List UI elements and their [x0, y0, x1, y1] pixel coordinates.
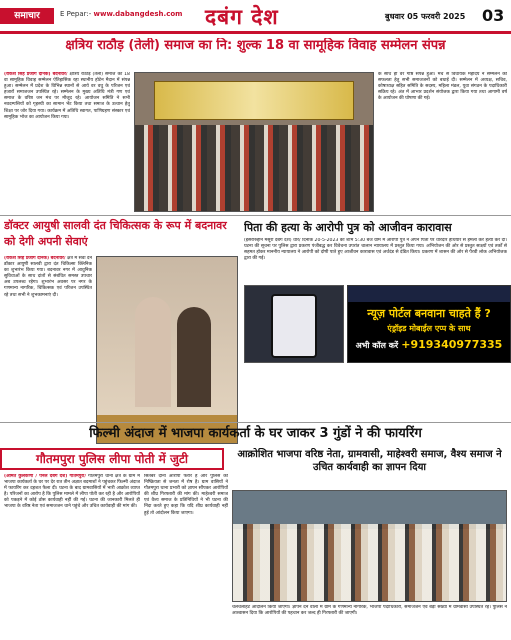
- person-figure: [135, 297, 171, 407]
- story1-text-left: [4, 72, 130, 212]
- story2-photo: [96, 256, 238, 444]
- phone-icon: [271, 294, 317, 358]
- story2-body: क्षेत्र में सेवा देने डॉक्टर आयुषी सालवी द्वारा दंत चिकित्सा क्लिनिक का शुभारंभ किया गया। बदनावर नगर में आधुनिक सुविधाओं के साथ दांतों से संबंधित समस्त उपचार अब उपलब्ध रहेगा। शुभारंभ अवसर पर नगर के गणमान्य नागरिक, चिकित्सक एवं परिजन उपस्थित रहे तथा सभी ने शुभकामनाएं दी।: [4, 256, 92, 298]
- page-number: 03: [482, 6, 505, 25]
- story4-box-headline: गौतमपुरा पुलिस लीपा पोती में जुटी: [0, 448, 224, 470]
- story1-photo: [134, 72, 374, 212]
- story4-text-bottom: चलचलाहट आंदोलन किया जाएगा। ज्ञापन देने वालों में ग्राम के गणमान्य नागरिक, भाजपा पदाधिकारी, समाजजन एवं बड़ी संख्या में ग्रामवासी उपस्थित रहे। पुलिस ने आश्वासन दिया कि आरोपियों की पहचान कर जल्द ही गिरफ्तारी की जाएगी।: [232, 605, 507, 617]
- portal-ad[interactable]: [347, 285, 511, 363]
- story1-headline: क्षत्रिय राठौड़ (तेली) समाज का नि: शुल्क 18 वा सामूहिक विवाह सम्मेलन संपन्न: [65, 38, 446, 53]
- story4-headline: फिल्मी अंदाज में भाजपा कार्यकर्ता के घर जाकर 3 गुंडों ने की फायरिंग: [89, 426, 422, 441]
- divider: [0, 422, 511, 423]
- crowd-image: [233, 524, 506, 601]
- section-tag: समाचार: [0, 8, 54, 24]
- ad-header-bar: [348, 286, 510, 302]
- story4-text-mid: सितंबर दीनों आरोपी फरार है और पुलिस की निष्क्रियता से जनता में रोष है। ग्राम वासियों ने गौतमपुरा थाना प्रभारी को ज्ञापन सौंपकर आरोपियों की शीघ्र गिरफ्तारी की मांग की। माहेश्वरी समाज एवं वैश्य समाज के प्रतिनिधियों ने भी घटना की निंदा करते हुए कहा कि यदि शीघ्र कार्यवाही नहीं हुई तो आंदोलन किया जाएगा।: [144, 474, 228, 516]
- website-link[interactable]: www.dabangdesh.com: [93, 10, 183, 18]
- person-figure: [177, 307, 211, 407]
- story4-sub-headline: आक्रोशित भाजपा वरिष्ठ नेता, ग्रामवासी, माहेश्वरी समाज, वैश्य समाज ने उचित कार्यवाही का ज्ञापन दिया: [237, 449, 502, 473]
- masthead: [0, 0, 511, 34]
- ad-call: [348, 338, 510, 351]
- story1-byline: (राकेश सिंह प्रजाग दैनिक) बदनावर/: [4, 72, 68, 77]
- stage-banner: [154, 81, 354, 120]
- story4-photo: [232, 490, 507, 602]
- ad-body: [348, 302, 510, 363]
- crowd-image: [135, 125, 373, 211]
- story2-byline: (राकेश सिंह प्रजाग दैनिक) बदनावर/: [4, 256, 66, 261]
- story1-body: क्षत्रिय राठौड़ (तेली) समाज का 18 वा सामूहिक विवाह सम्मेलन ऐतिहासिक रहा स्थानीय होटेन मैदान में संपन्न हुआ। सम्मेलन में प्रदेश के विभिन्न स्थानों से आये वर वधु के परिजन एवं हजारों समाजजन उपस्थित रहे। सम्मेलन के मुख्य अतिथि मंत्री गण एवं समाज के वरिष्ठ जन मंच पर मौजूद रहे। आयोजन समिति ने सभी नवदम्पत्तियों को गृहस्थी का सामान भेंट किया तथा समाज के उत्थान हेतु शिक्षा पर जोर दिया गया। कार्यक्रम में अतिथि स्वागत, पाणिग्रहण संस्कार एवं सामूहिक भोज का आयोजन किया गया।: [4, 72, 130, 120]
- issue-date: बुधवार 05 फरवरी 2025: [385, 12, 466, 21]
- story4-text-left: [4, 474, 140, 636]
- ad-line1: न्यूज़ पोर्टल बनवाना चाहते हैं ?: [367, 307, 491, 320]
- ad-phone-image: [244, 285, 344, 363]
- newspaper-logo: दबंग देश: [205, 5, 279, 29]
- story4-body: गौतमपुरा थाना क्षेत्र के ग्राम में भाजपा कार्यकर्ता के घर पर देर रात तीन अज्ञात बदमाशों ने पहुंचकर फिल्मी अंदाज में फायरिंग कर दहशत फैला दी। घटना के बाद ग्रामवासियों में भारी आक्रोश व्याप्त है। परिजनों का आरोप है कि पुलिस मामले में लीपा पोती कर रही है और आरोपियों को पकड़ने में कोई ठोस कार्यवाही नहीं की गई। घटना की जानकारी मिलते ही भाजपा के वरिष्ठ नेता एवं समाजजन थाने पहुंचे और उचित कार्यवाही की मांग की।: [4, 474, 140, 510]
- story3-body: (इसरारुद्दीन मंसूरी दबंग देश) धार/ दिनांक 20-5-2023 को शाम 5:30 बजे ग्राम में आरोपी पुत्र ने अपने पिता पर धारदार हथियार से हमला कर हत्या कर दी। घटना की सूचना पर पुलिस द्वारा प्रकरण पंजीबद्ध कर विवेचना उपरांत चालान न्यायालय में प्रस्तुत किया गया। अभियोजन की ओर से प्रस्तुत साक्ष्यों एवं तर्कों से सहमत होकर माननीय न्यायालय ने आरोपी को दोषी पाते हुए आजीवन कारावास एवं अर्थदंड से दंडित किया। प्रकरण में शासन की ओर से पैरवी लोक अभियोजक द्वारा की गई।: [244, 238, 507, 262]
- epaper-label: E Pepar:-: [60, 10, 92, 18]
- ad-phone[interactable]: +919340977335: [401, 338, 503, 351]
- divider: [0, 215, 511, 216]
- ad-line2: एंड्रॉइड मोबाईल एप्प के साथ: [387, 324, 471, 333]
- story3-body-more: [244, 366, 507, 416]
- story4-byline: (अमित कुलकर्णी / पैनल दबंग देश) गौतमपुरा/: [4, 474, 87, 479]
- epaper-line: [60, 10, 182, 18]
- story3-headline: पिता की हत्या के आरोपी पुत्र को आजीवन कारावास: [244, 221, 452, 234]
- story1-text-right: के साथ ही वर गोष्ठ संपन्न हुआ। मंच से विधायक महोदय ने सम्मेलन की सफलता हेतु सभी समाजजनों को बधाई दी। सम्मेलन में अध्यक्ष, सचिव, कोषाध्यक्ष सहित समिति के सदस्य, महिला मंडल, युवा संगठन के पदाधिकारी सक्रिय रहे। अंत में आभार प्रदर्शन संयोजक द्वारा किया गया तथा आगामी वर्ष के आयोजन की घोषणा की गई।: [378, 72, 507, 102]
- story2-text: [4, 256, 92, 444]
- story2-headline: डॉक्टर आयुषी सालवी दंत चिकित्सक के रूप में बदनावर को देगी अपनी सेवाएं: [4, 219, 227, 248]
- ad-call-label: अभी कॉल करें: [355, 341, 399, 350]
